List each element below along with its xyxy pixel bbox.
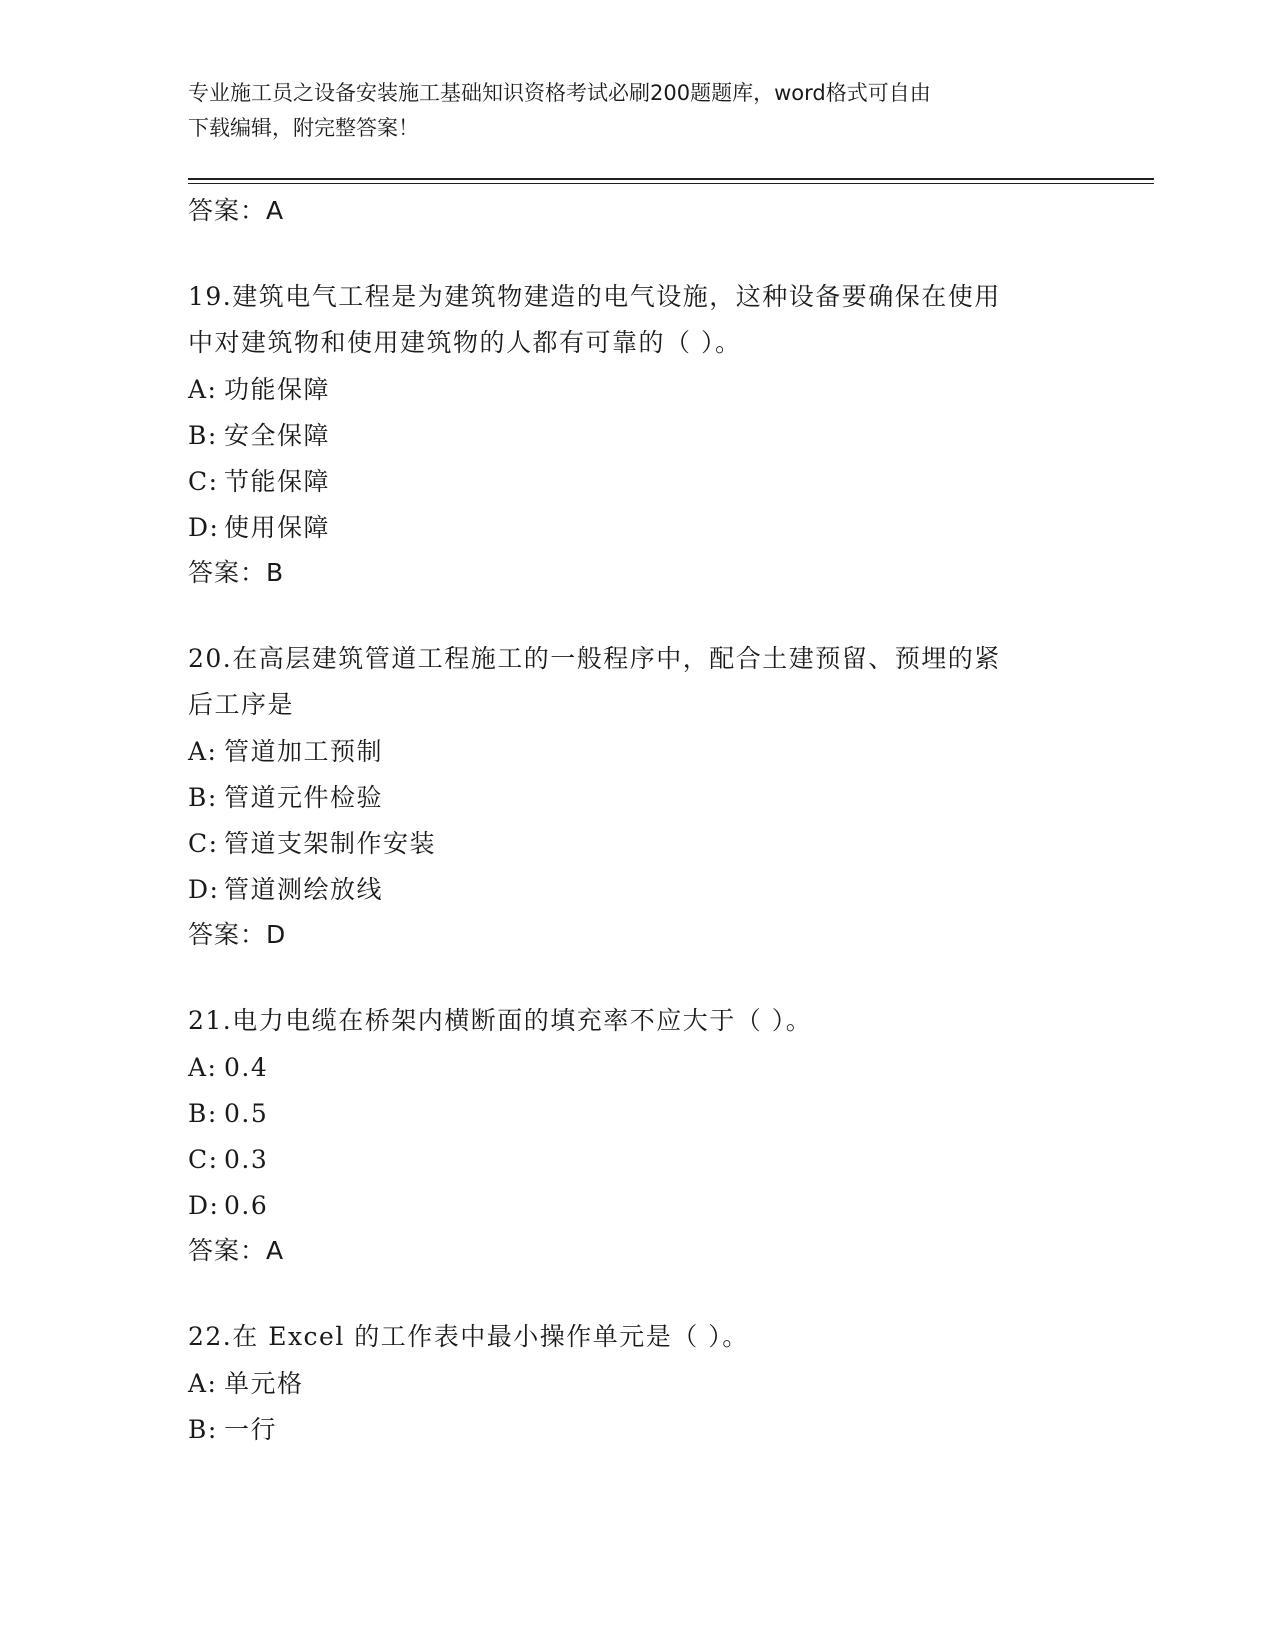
header-line-2: 下载编辑，附完整答案！ (188, 116, 419, 140)
question-stem: 19.建筑电气工程是为建筑物建造的电气设施，这种设备要确保在使用 中对建筑物和使用建筑物的人都有可靠的（ ）。 (188, 282, 1001, 357)
option-a: A: 0.4 (188, 1053, 269, 1082)
option-b: B: 安全保障 (188, 421, 331, 450)
document-body (188, 189, 1088, 1453)
option-a: A: 单元格 (188, 1369, 304, 1398)
answer-line: 答案：A (188, 1236, 285, 1265)
option-a: A: 功能保障 (188, 375, 331, 404)
header-rule-thick (188, 178, 1154, 180)
option-c: C: 管道支架制作安装 (188, 829, 437, 858)
answer-line: 答案：D (188, 920, 287, 949)
option-d: D: 管道测绘放线 (188, 875, 384, 904)
question-stem: 21.电力电缆在桥架内横断面的填充率不应大于（ ）。 (188, 1006, 813, 1035)
page-header (188, 76, 1068, 146)
question-stem: 22.在 Excel 的工作表中最小操作单元是（ ）。 (188, 1322, 749, 1351)
option-d: D: 0.6 (188, 1191, 269, 1220)
option-b: B: 0.5 (188, 1099, 269, 1128)
question-stem: 20.在高层建筑管道工程施工的一般程序中，配合土建预留、预埋的紧 后工序是 (188, 644, 1001, 719)
option-c: C: 节能保障 (188, 467, 331, 496)
option-a: A: 管道加工预制 (188, 737, 384, 766)
header-rule-thin (188, 183, 1154, 184)
option-c: C: 0.3 (188, 1145, 269, 1174)
question-22 (188, 1314, 1088, 1453)
option-d: D: 使用保障 (188, 513, 331, 542)
option-b: B: 管道元件检验 (188, 783, 384, 812)
question-20 (188, 636, 1088, 957)
option-b: B: 一行 (188, 1415, 278, 1444)
answer-line: 答案：A (188, 196, 285, 225)
answer-line: 答案：B (188, 558, 285, 587)
question-19 (188, 274, 1088, 595)
question-21 (188, 998, 1088, 1273)
header-line-1: 专业施工员之设备安装施工基础知识资格考试必刷200题题库，word格式可自由 (188, 81, 931, 105)
